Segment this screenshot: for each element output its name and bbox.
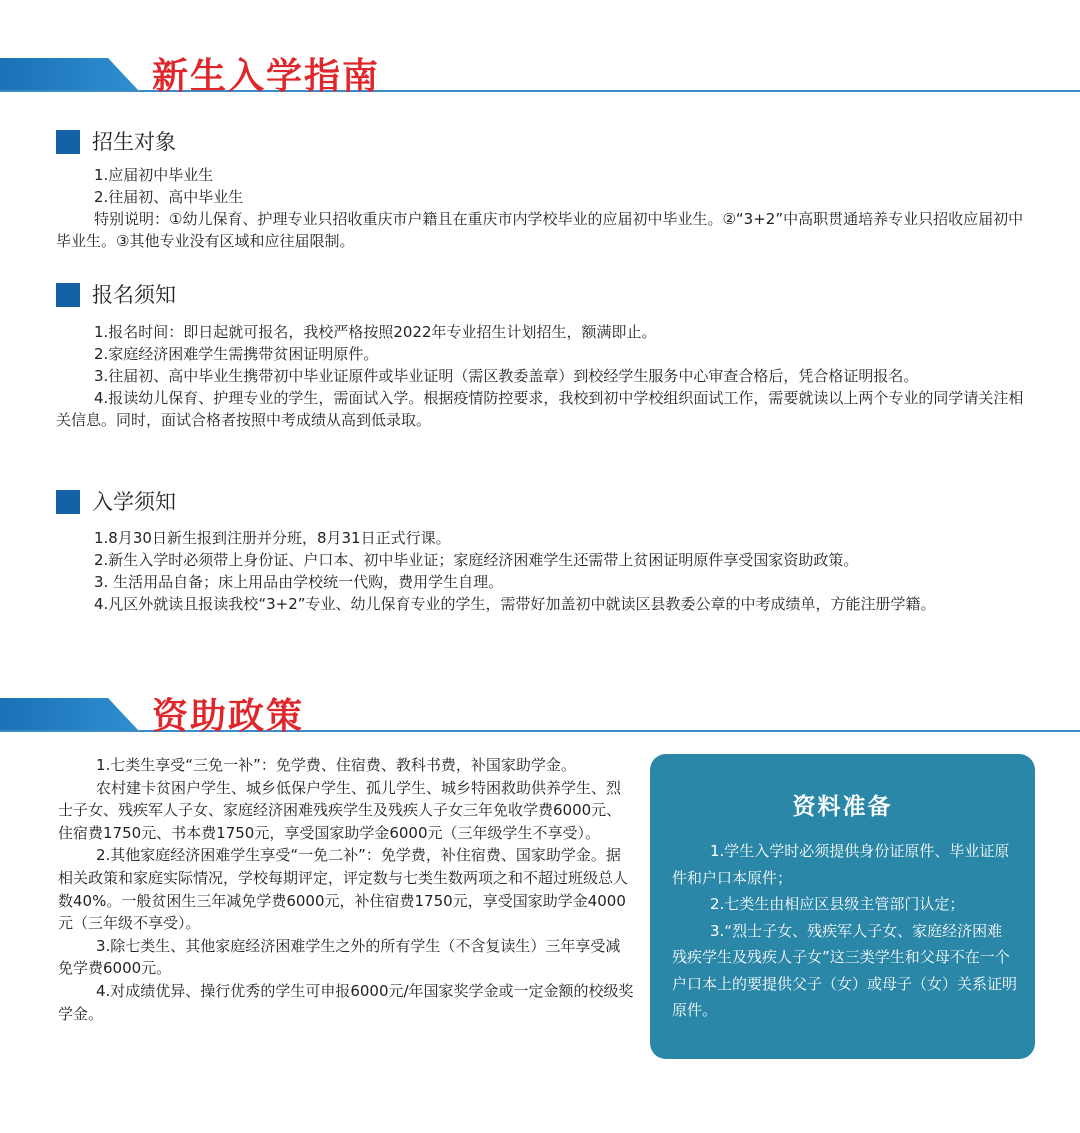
policy-banner (0, 686, 1080, 746)
page-title: 新生入学指南 (152, 56, 381, 97)
policy-item: 2.其他家庭经济困难学生享受“一免二补”：免学费，补住宿费、国家助学金。据相关政策和家庭实际情况，学校每期评定，评定数与七类生数两项之和不超过班级总人数40%。一般贫困生三年减免学费6000元，补住宿费1750元，享受国家助学金4000元（三年级不享受）。 (58, 846, 629, 933)
register-item: 4.报读幼儿保育、护理专业的学生，需面试入学。根据疫情防控要求，我校到初中学校组织面试工作，需要就读以上两个专业的同学请关注相关信息。同时，面试合格者按照中考成绩从高到低录取。 (56, 389, 1024, 429)
banner-accent-shape (0, 58, 138, 90)
recruit-note: 特别说明：①幼儿保育、护理专业只招收重庆市户籍且在重庆市内学校毕业的应届初中毕业生。②“3+2”中高职贯通培养专业只招收应届初中毕业生。③其他专业没有区域和应往届限制。 (56, 210, 1024, 250)
enroll-item: 1.8月30日新生报到注册并分班，8月31日正式行课。 (94, 529, 451, 547)
enroll-item: 4.凡区外就读且报读我校“3+2”专业、幼儿保育专业的学生，需带好加盖初中就读区县教委公章的中考成绩单，方能注册学籍。 (94, 595, 936, 613)
policy-title: 资助政策 (152, 696, 305, 737)
policy-content (58, 754, 634, 1025)
enroll-item: 2.新生入学时必须带上身份证、户口本、初中毕业证；家庭经济困难学生还需带上贫困证明原件享受国家资助政策。 (94, 551, 859, 569)
policy-item: 4.对成绩优异、操行优秀的学生可申报6000元/年国家奖学金或一定金额的校级奖学金。 (58, 981, 634, 1023)
section-title: 入学须知 (92, 490, 176, 514)
policy-item: 1.七类生享受“三免一补”：免学费、住宿费、教科书费，补国家助学金。 (96, 756, 576, 774)
policy-item: 3.除七类生、其他家庭经济困难学生之外的所有学生（不含复读生）三年享受减免学费6000元。 (58, 936, 621, 978)
enroll-item: 3. 生活用品自备；床上用品由学校统一代购，费用学生自理。 (94, 573, 504, 591)
policy-item: 农村建卡贫困户学生、城乡低保户学生、孤儿学生、城乡特困救助供养学生、烈士子女、残疾军人子女、家庭经济困难残疾学生及残疾人子女三年免收学费6000元、住宿费1750元、书本费1750元，享受国家助学金6000元（三年级学生不享受）。 (58, 778, 622, 842)
enroll-content (56, 527, 1028, 615)
register-item: 3.往届初、高中毕业生携带初中毕业证原件或毕业证明（需区教委盖章）到校经学生服务中心审查合格后，凭合格证明报名。 (94, 367, 919, 385)
materials-item: 1.学生入学时必须提供身份证原件、毕业证原件和户口本原件； (672, 842, 1010, 887)
materials-title: 资料准备 (792, 794, 893, 820)
square-bullet-icon (56, 283, 80, 307)
section-title: 招生对象 (92, 130, 176, 154)
square-bullet-icon (56, 490, 80, 514)
recruit-item: 2.往届初、高中毕业生 (94, 188, 244, 206)
materials-item: 3.“烈士子女、残疾军人子女、家庭经济困难残疾学生及残疾人子女”这三类学生和父母不在一个户口本上的要提供父子（女）或母子（女）关系证明原件。 (672, 921, 1018, 1019)
section-title: 报名须知 (92, 283, 176, 307)
top-banner (0, 46, 1080, 106)
square-bullet-icon (56, 130, 80, 154)
register-item: 1.报名时间：即日起就可报名，我校严格按照2022年专业招生计划招生，额满即止。 (94, 323, 657, 341)
recruit-content (56, 164, 1028, 252)
materials-box (650, 754, 1035, 1059)
materials-item: 2.七类生由相应区县级主管部门认定； (710, 895, 965, 913)
recruit-item: 1.应届初中毕业生 (94, 166, 214, 184)
register-content (56, 321, 1028, 431)
register-item: 2.家庭经济困难学生需携带贫困证明原件。 (94, 345, 379, 363)
materials-content (672, 838, 1017, 1024)
banner-accent-shape (0, 698, 138, 730)
